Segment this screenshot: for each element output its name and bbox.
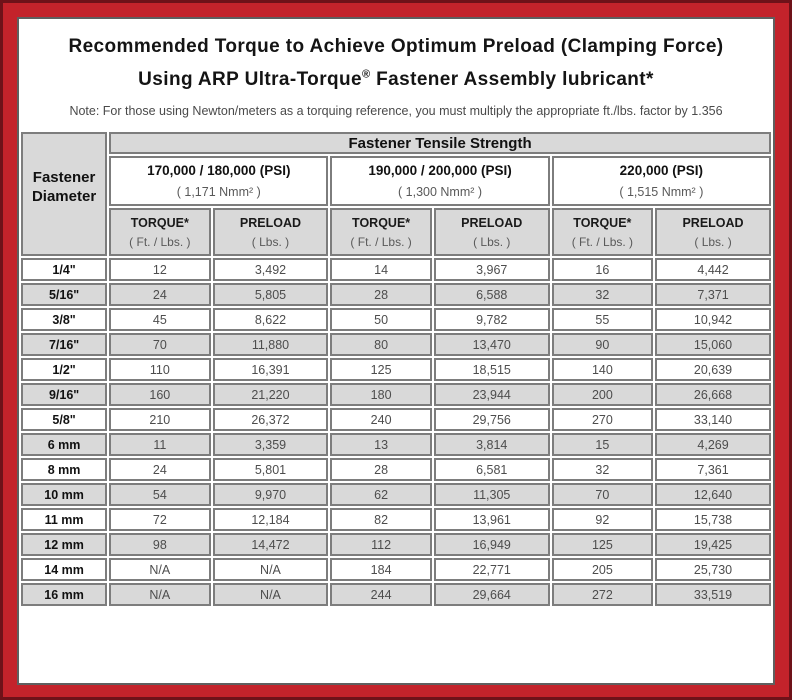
fastener-diameter-cell: 12 mm xyxy=(21,533,107,556)
torque-table-body xyxy=(21,258,771,606)
preload-value-cell: 3,359 xyxy=(213,433,329,456)
torque-label: TORQUE* xyxy=(130,215,189,230)
preload-value-cell: 5,805 xyxy=(213,283,329,306)
preload-value-cell: 26,668 xyxy=(655,383,771,406)
torque-value-cell: 16 xyxy=(552,258,653,281)
preload-value-cell: 22,771 xyxy=(434,558,550,581)
torque-value-cell: 244 xyxy=(330,583,431,606)
torque-value-cell: 184 xyxy=(330,558,431,581)
nmm2-label: ( 1,171 Nmm² ) xyxy=(176,185,261,200)
psi-label: 190,000 / 200,000 (PSI) xyxy=(368,163,512,179)
preload-value-cell: 7,371 xyxy=(655,283,771,306)
preload-value-cell: 13,470 xyxy=(434,333,550,356)
preload-value-cell: 18,515 xyxy=(434,358,550,381)
preload-unit-label: ( Lbs. ) xyxy=(694,234,732,249)
preload-value-cell: 29,664 xyxy=(434,583,550,606)
preload-value-cell: 26,372 xyxy=(213,408,329,431)
preload-value-cell: 11,305 xyxy=(434,483,550,506)
torque-value-cell: 240 xyxy=(330,408,431,431)
preload-value-cell: 9,970 xyxy=(213,483,329,506)
table-row xyxy=(21,558,771,581)
title-line-1: Recommended Torque to Achieve Optimum Preload (Clamping Force) xyxy=(68,36,724,57)
table-row xyxy=(21,583,771,606)
torque-value-cell: 270 xyxy=(552,408,653,431)
torque-value-cell: 24 xyxy=(109,283,210,306)
torque-value-cell: 28 xyxy=(330,283,431,306)
fastener-diameter-cell: 11 mm xyxy=(21,508,107,531)
preload-value-cell: 25,730 xyxy=(655,558,771,581)
preload-label: PRELOAD xyxy=(682,215,744,230)
torque-value-cell: 210 xyxy=(109,408,210,431)
fastener-diameter-header: Fastener Diameter xyxy=(21,132,107,256)
preload-unit-label: ( Lbs. ) xyxy=(251,234,290,249)
preload-value-cell: 16,391 xyxy=(213,358,329,381)
torque-value-cell: 180 xyxy=(330,383,431,406)
page-title xyxy=(19,33,773,94)
torque-unit-label: ( Ft. / Lbs. ) xyxy=(350,234,412,249)
torque-value-cell: N/A xyxy=(109,558,210,581)
torque-label: TORQUE* xyxy=(573,215,632,230)
psi-label: 220,000 (PSI) xyxy=(619,163,703,179)
torque-value-cell: 13 xyxy=(330,433,431,456)
preload-value-cell: 15,060 xyxy=(655,333,771,356)
preload-value-cell: 19,425 xyxy=(655,533,771,556)
nmm2-label: ( 1,515 Nmm² ) xyxy=(619,185,704,200)
preload-value-cell: 5,801 xyxy=(213,458,329,481)
preload-value-cell: 3,492 xyxy=(213,258,329,281)
torque-table xyxy=(19,130,773,608)
preload-value-cell: 23,944 xyxy=(434,383,550,406)
fastener-diameter-cell: 5/8" xyxy=(21,408,107,431)
preload-value-cell: 6,588 xyxy=(434,283,550,306)
torque-value-cell: 15 xyxy=(552,433,653,456)
torque-column-header xyxy=(330,208,431,256)
torque-unit-label: ( Ft. / Lbs. ) xyxy=(571,234,634,249)
torque-value-cell: 70 xyxy=(552,483,653,506)
psi-group-header-220 xyxy=(552,156,771,206)
preload-value-cell: 9,782 xyxy=(434,308,550,331)
preload-value-cell: 12,640 xyxy=(655,483,771,506)
preload-value-cell: 16,949 xyxy=(434,533,550,556)
fastener-diameter-cell: 1/4" xyxy=(21,258,107,281)
preload-value-cell: 10,942 xyxy=(655,308,771,331)
torque-value-cell: 11 xyxy=(109,433,210,456)
header-row-psi-groups xyxy=(21,156,771,206)
preload-value-cell: 3,967 xyxy=(434,258,550,281)
title-line-2: Using ARP Ultra-Torque® Fastener Assembly lubricant* xyxy=(138,69,654,91)
preload-value-cell: 33,519 xyxy=(655,583,771,606)
preload-unit-label: ( Lbs. ) xyxy=(473,234,511,249)
table-row xyxy=(21,508,771,531)
torque-value-cell: 272 xyxy=(552,583,653,606)
preload-value-cell: N/A xyxy=(213,558,329,581)
torque-value-cell: 54 xyxy=(109,483,210,506)
torque-value-cell: 72 xyxy=(109,508,210,531)
torque-value-cell: 70 xyxy=(109,333,210,356)
preload-column-header xyxy=(213,208,329,256)
torque-value-cell: 205 xyxy=(552,558,653,581)
preload-value-cell: 20,639 xyxy=(655,358,771,381)
torque-value-cell: N/A xyxy=(109,583,210,606)
table-row xyxy=(21,408,771,431)
torque-value-cell: 12 xyxy=(109,258,210,281)
torque-value-cell: 125 xyxy=(552,533,653,556)
table-row xyxy=(21,358,771,381)
registered-trademark-symbol: ® xyxy=(361,69,371,81)
torque-column-header xyxy=(109,208,210,256)
fastener-diameter-cell: 7/16" xyxy=(21,333,107,356)
torque-value-cell: 14 xyxy=(330,258,431,281)
psi-group-header-190-200 xyxy=(330,156,549,206)
fastener-diameter-cell: 3/8" xyxy=(21,308,107,331)
fastener-diameter-cell: 5/16" xyxy=(21,283,107,306)
table-row xyxy=(21,533,771,556)
table-row xyxy=(21,483,771,506)
fastener-diameter-cell: 6 mm xyxy=(21,433,107,456)
table-row xyxy=(21,458,771,481)
preload-column-header xyxy=(655,208,771,256)
preload-value-cell: 4,269 xyxy=(655,433,771,456)
preload-label: PRELOAD xyxy=(461,215,523,230)
preload-value-cell: 7,361 xyxy=(655,458,771,481)
table-row xyxy=(21,433,771,456)
preload-value-cell: 33,140 xyxy=(655,408,771,431)
torque-value-cell: 62 xyxy=(330,483,431,506)
header-row-tensile-strength xyxy=(21,132,771,154)
fastener-diameter-cell: 8 mm xyxy=(21,458,107,481)
newton-meters-note: Note: For those using Newton/meters as a torquing reference, you must multiply the appropriate ft./lbs. factor by 1.356 xyxy=(69,104,723,119)
torque-value-cell: 92 xyxy=(552,508,653,531)
preload-value-cell: 3,814 xyxy=(434,433,550,456)
preload-value-cell: 14,472 xyxy=(213,533,329,556)
torque-value-cell: 55 xyxy=(552,308,653,331)
preload-value-cell: 12,184 xyxy=(213,508,329,531)
torque-value-cell: 32 xyxy=(552,283,653,306)
fastener-diameter-cell: 1/2" xyxy=(21,358,107,381)
preload-value-cell: 21,220 xyxy=(213,383,329,406)
preload-value-cell: 13,961 xyxy=(434,508,550,531)
psi-label: 170,000 / 180,000 (PSI) xyxy=(147,163,291,179)
torque-value-cell: 82 xyxy=(330,508,431,531)
preload-label: PRELOAD xyxy=(239,215,302,230)
table-row xyxy=(21,258,771,281)
torque-value-cell: 80 xyxy=(330,333,431,356)
preload-value-cell: 29,756 xyxy=(434,408,550,431)
psi-group-header-170-180 xyxy=(109,156,328,206)
tensile-strength-header: Fastener Tensile Strength xyxy=(109,132,771,154)
table-row xyxy=(21,333,771,356)
torque-value-cell: 28 xyxy=(330,458,431,481)
torque-column-header xyxy=(552,208,653,256)
torque-value-cell: 98 xyxy=(109,533,210,556)
torque-value-cell: 125 xyxy=(330,358,431,381)
torque-value-cell: 200 xyxy=(552,383,653,406)
preload-value-cell: 11,880 xyxy=(213,333,329,356)
preload-value-cell: 8,622 xyxy=(213,308,329,331)
preload-value-cell: 15,738 xyxy=(655,508,771,531)
torque-value-cell: 45 xyxy=(109,308,210,331)
torque-value-cell: 90 xyxy=(552,333,653,356)
fastener-diameter-cell: 14 mm xyxy=(21,558,107,581)
torque-unit-label: ( Ft. / Lbs. ) xyxy=(129,234,191,249)
torque-value-cell: 24 xyxy=(109,458,210,481)
preload-value-cell: 6,581 xyxy=(434,458,550,481)
torque-value-cell: 160 xyxy=(109,383,210,406)
header-row-torque-preload-units xyxy=(21,208,771,256)
torque-value-cell: 50 xyxy=(330,308,431,331)
fastener-diameter-cell: 9/16" xyxy=(21,383,107,406)
preload-value-cell: 4,442 xyxy=(655,258,771,281)
torque-value-cell: 32 xyxy=(552,458,653,481)
preload-column-header xyxy=(434,208,550,256)
torque-value-cell: 112 xyxy=(330,533,431,556)
torque-value-cell: 110 xyxy=(109,358,210,381)
fastener-diameter-cell: 10 mm xyxy=(21,483,107,506)
red-border-frame xyxy=(3,3,789,697)
torque-value-cell: 140 xyxy=(552,358,653,381)
table-row xyxy=(21,383,771,406)
torque-label: TORQUE* xyxy=(352,215,411,230)
table-row xyxy=(21,283,771,306)
table-row xyxy=(21,308,771,331)
nmm2-label: ( 1,300 Nmm² ) xyxy=(398,185,483,200)
preload-value-cell: N/A xyxy=(213,583,329,606)
content-panel xyxy=(17,17,775,685)
fastener-diameter-cell: 16 mm xyxy=(21,583,107,606)
